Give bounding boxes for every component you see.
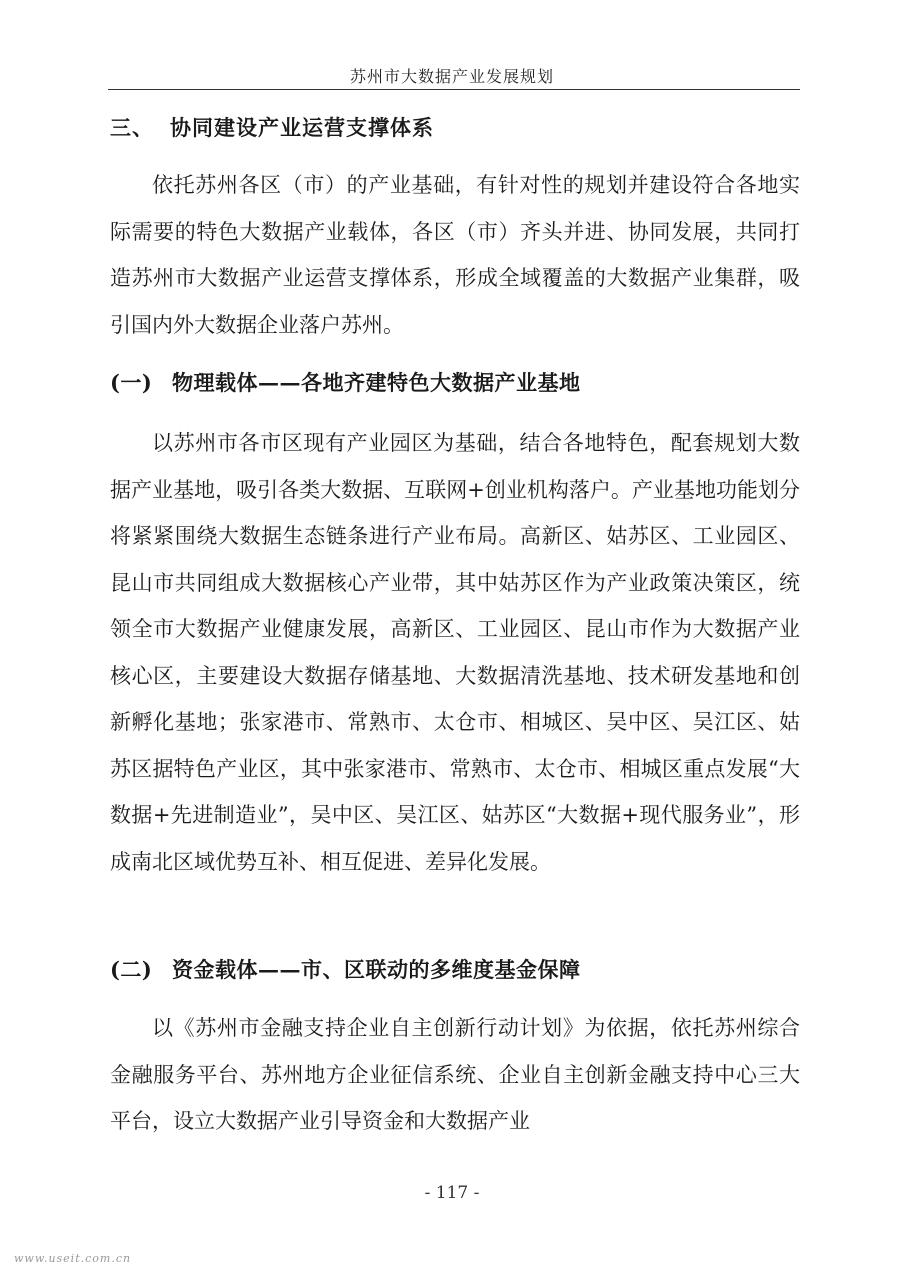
intro-paragraph: 依托苏州各区（市）的产业基础，有针对性的规划并建设符合各地实际需要的特色大数据产业载体，各区（市）齐头并进、协同发展，共同打造苏州市大数据产业运营支撑体系，形成全域覆盖的大数据产业集群，吸引国内外大数据企业落户苏州。 <box>110 173 800 337</box>
subsection-1-heading <box>110 367 581 397</box>
subsection-2-paragraph: 以《苏州市金融支持企业自主创新行动计划》为依据，依托苏州综合金融服务平台、苏州地方企业征信系统、企业自主创新金融支持中心三大平台，设立大数据产业引导资金和大数据产业 <box>110 1016 800 1133</box>
section-heading <box>110 112 434 142</box>
page-number: - 117 - <box>424 1183 480 1203</box>
subsection-1-paragraph: 以苏州市各市区现有产业园区为基础，结合各地特色，配套规划大数据产业基地，吸引各类大数据、互联网+创业机构落户。产业基地功能划分将紧紧围绕大数据生态链条进行产业布局。高新区、姑苏区、工业园区、昆山市共同组成大数据核心产业带，其中姑苏区作为产业政策决策区，统领全市大数据产业健康发展，高新区、工业园区、昆山市作为大数据产业核心区，主要建设大数据存储基地、大数据清洗基地、技术研发基地和创新孵化基地；张家港市、常熟市、太仓市、相城区、吴中区、吴江区、姑苏区据特色产业区，其中张家港市、常熟市、太仓市、相城区重点发展“大数据+先进制造业”，吴中区、吴江区、姑苏区“大数据+现代服务业”，形成南北区域优势互补、相互促进、差异化发展。 <box>110 431 800 874</box>
subsection-1-title: 物理载体——各地齐建特色大数据产业基地 <box>172 370 581 395</box>
section-title: 协同建设产业运营支撑体系 <box>170 115 434 140</box>
running-header: 苏州市大数据产业发展规划 <box>349 67 554 86</box>
subsection-2-heading <box>110 954 581 984</box>
watermark: www.useit.com.cn <box>14 1252 132 1265</box>
subsection-1-number: (一) <box>110 370 153 395</box>
subsection-2-number: (二) <box>110 957 153 982</box>
header-rule <box>108 89 800 90</box>
subsection-2-title: 资金载体——市、区联动的多维度基金保障 <box>172 957 581 982</box>
section-number: 三、 <box>110 115 154 140</box>
